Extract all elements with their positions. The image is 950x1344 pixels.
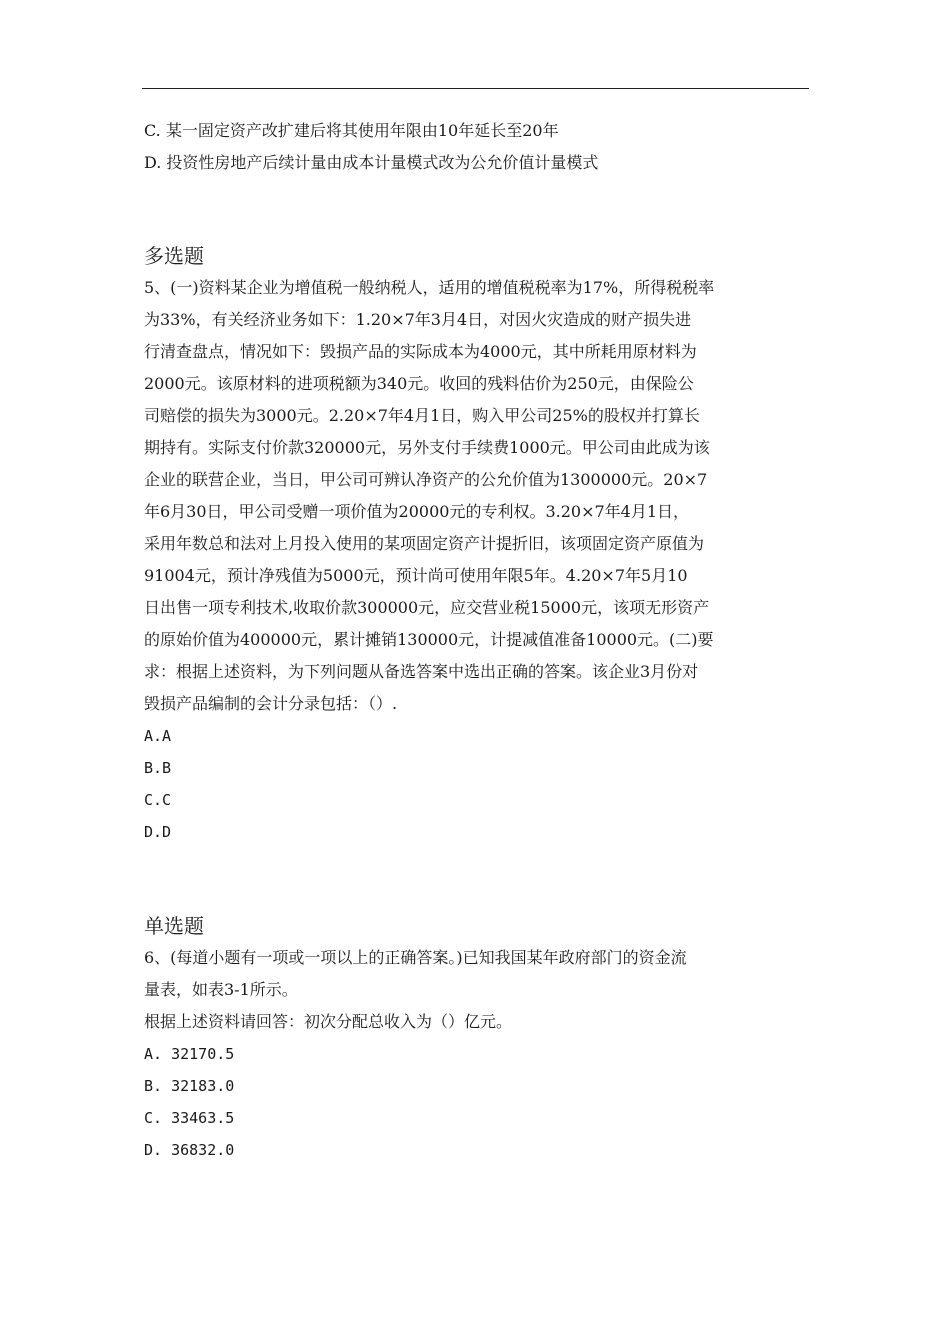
stem-line: 91004元，预计净残值为5000元，预计尚可使用年限5年。4.20×7年5月10 xyxy=(144,566,688,585)
option-b: B.B xyxy=(144,759,172,777)
answer-options xyxy=(144,720,812,848)
stem-line: 2000元。该原材料的进项税额为340元。收回的残料估价为250元，由保险公 xyxy=(144,374,694,393)
option-d: D.D xyxy=(144,823,172,841)
stem-line: 6、(每道小题有一项或一项以上的正确答案。)已知我国某年政府部门的资金流 xyxy=(144,948,687,967)
stem-line: 量表，如表3-1所示。 xyxy=(144,980,298,999)
question-6 xyxy=(144,910,812,1166)
stem-line: 日出售一项专利技术,收取价款300000元，应交营业税15000元，该项无形资产 xyxy=(144,598,710,617)
header-rule xyxy=(142,88,809,89)
option-c: C.C xyxy=(144,791,172,809)
question-stem xyxy=(144,942,812,1038)
option-d: D. 36832.0 xyxy=(144,1141,235,1159)
stem-line: 求：根据上述资料，为下列问题从备选答案中选出正确的答案。该企业3月份对 xyxy=(144,662,699,681)
stem-line: 的原始价值为400000元，累计摊销130000元，计提减值准备10000元。(二)要 xyxy=(144,630,714,649)
option-a: A.A xyxy=(144,727,172,745)
stem-line: 为33%，有关经济业务如下：1.20×7年3月4日，对因火灾造成的财产损失进 xyxy=(144,310,692,329)
question-type-heading: 多选题 xyxy=(144,244,204,268)
question-5 xyxy=(144,240,812,848)
stem-line: 司赔偿的损失为3000元。2.20×7年4月1日，购入甲公司25%的股权并打算长 xyxy=(144,406,700,425)
option-c: C. 某一固定资产改扩建后将其使用年限由10年延长至20年 xyxy=(144,121,559,140)
stem-line: 根据上述资料请回答：初次分配总收入为（）亿元。 xyxy=(144,1012,513,1031)
stem-line: 期持有。实际支付价款320000元，另外支付手续费1000元。甲公司由此成为该 xyxy=(144,438,710,457)
question-stem xyxy=(144,272,812,720)
stem-line: 采用年数总和法对上月投入使用的某项固定资产计提折旧，该项固定资产原值为 xyxy=(144,534,705,553)
option-b: B. 32183.0 xyxy=(144,1077,235,1095)
option-c: C. 33463.5 xyxy=(144,1109,235,1127)
option-d: D. 投资性房地产后续计量由成本计量模式改为公允价值计量模式 xyxy=(144,153,599,172)
answer-options xyxy=(144,1038,812,1166)
stem-line: 5、(一)资料某企业为增值税一般纳税人，适用的增值税税率为17%，所得税税率 xyxy=(144,278,715,297)
previous-question-options xyxy=(144,115,812,179)
stem-line: 毁损产品编制的会计分录包括：（）. xyxy=(144,694,398,713)
stem-line: 行清查盘点，情况如下：毁损产品的实际成本为4000元，其中所耗用原材料为 xyxy=(144,342,697,361)
question-type-heading: 单选题 xyxy=(144,914,204,938)
stem-line: 年6月30日，甲公司受赠一项价值为20000元的专利权。3.20×7年4月1日， xyxy=(144,502,690,521)
stem-line: 企业的联营企业，当日，甲公司可辨认净资产的公允价值为1300000元。20×7 xyxy=(144,470,708,489)
option-a: A. 32170.5 xyxy=(144,1045,235,1063)
